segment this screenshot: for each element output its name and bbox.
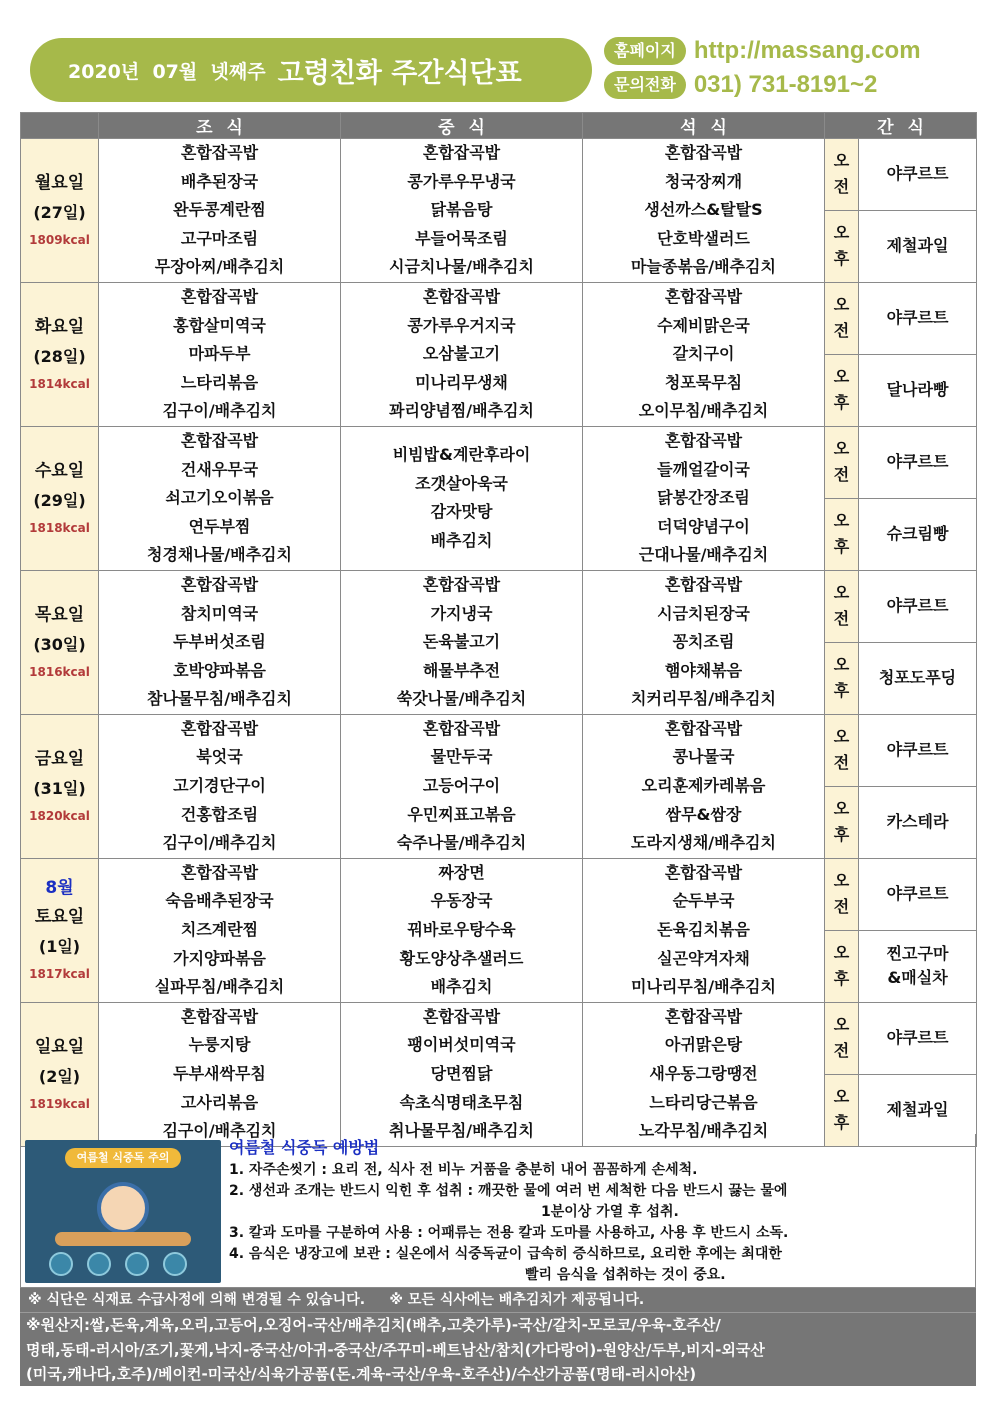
menu-item: 홍합살미역국 <box>173 315 266 335</box>
snack-pm-line: 청포도푸딩 <box>878 668 957 688</box>
menu-item: 청국장찌개 <box>664 171 743 191</box>
breakfast-cell <box>99 858 341 1002</box>
label-char: 오 <box>833 295 850 315</box>
menu-item: 황도양상추샐러드 <box>399 948 524 968</box>
label-char: 오 <box>833 727 850 747</box>
header-day <box>21 113 99 139</box>
phone-label: 문의전화 <box>604 71 686 99</box>
dinner-cell <box>583 426 825 570</box>
dinner-cell <box>583 714 825 858</box>
menu-item: 혼합잡곡밥 <box>422 718 501 738</box>
dinner-cell <box>583 1002 825 1146</box>
day-date: (2일) <box>38 1067 81 1087</box>
menu-item: 누룽지탕 <box>188 1035 251 1055</box>
snack-am-label <box>825 426 859 498</box>
title-week: 2020년 07월 넷째주 <box>68 60 266 83</box>
child-illustration <box>97 1182 149 1234</box>
label-char: 전 <box>833 753 850 773</box>
snack-pm-label <box>825 642 859 714</box>
menu-item: 순두부국 <box>672 891 735 911</box>
day-cell <box>21 570 99 714</box>
snack-am-label <box>825 858 859 930</box>
day-cell <box>21 1002 99 1146</box>
menu-item: 취나물무침/배추김치 <box>389 1121 534 1141</box>
table-row <box>21 858 977 930</box>
snack-pm <box>859 786 977 858</box>
menu-item: 고기경단구이 <box>173 776 266 796</box>
menu-item: 김구이/배추김치 <box>162 401 277 421</box>
hand-wash-icon <box>49 1252 73 1276</box>
label-char: 전 <box>833 321 850 341</box>
snack-am: 야쿠르트 <box>859 570 977 642</box>
label-char: 오 <box>833 871 850 891</box>
menu-item: 부들어묵조림 <box>415 228 508 248</box>
menu-item: 고구마조림 <box>180 228 259 248</box>
title-banner <box>30 38 592 102</box>
snack-pm-label <box>825 930 859 1002</box>
menu-item: 생선까스&탈탈S <box>644 200 763 220</box>
label-char: 후 <box>833 825 850 845</box>
menu-item: 혼합잡곡밥 <box>180 430 259 450</box>
label-char: 오 <box>833 799 850 819</box>
snack-pm <box>859 498 977 570</box>
menu-item: 돈육불고기 <box>422 632 501 652</box>
menu-item: 느타리볶음 <box>180 372 259 392</box>
menu-item: 미나리무생채 <box>415 372 508 392</box>
day-name: 금요일 <box>34 749 85 770</box>
snack-pm-line: 슈크림빵 <box>886 524 949 544</box>
menu-item: 두부새싹무침 <box>173 1064 266 1083</box>
day-cell <box>21 139 99 283</box>
label-char: 오 <box>833 655 850 675</box>
food-safety-title: 여름철 식중독 예방법 <box>229 1138 380 1157</box>
day-name: 화요일 <box>34 317 85 338</box>
day-cell <box>21 714 99 858</box>
snack-pm <box>859 210 977 282</box>
lunch-cell <box>341 714 583 858</box>
menu-item: 마늘종볶음/배추김치 <box>631 257 776 277</box>
menu-item: 닭봉간장조림 <box>657 488 750 508</box>
menu-item: 혼합잡곡밥 <box>180 574 259 594</box>
table-row <box>21 714 977 786</box>
snack-am: 야쿠르트 <box>859 426 977 498</box>
menu-item: 혼합잡곡밥 <box>422 1006 501 1026</box>
menu-item: 혼합잡곡밥 <box>180 286 259 306</box>
label-char: 오 <box>833 367 850 387</box>
menu-item: 느타리당근볶음 <box>649 1092 758 1112</box>
day-name: 목요일 <box>34 605 85 626</box>
label-char: 오 <box>833 1087 850 1107</box>
table-row <box>21 282 977 354</box>
day-name: 일요일 <box>34 1037 85 1058</box>
menu-item: 혼합잡곡밥 <box>664 862 743 882</box>
menu-item: 치커리무침/배추김치 <box>631 689 776 709</box>
breakfast-cell <box>99 570 341 714</box>
snack-pm <box>859 354 977 426</box>
day-cell <box>21 858 99 1002</box>
menu-item: 속초식명태초무침 <box>399 1092 524 1112</box>
snack-pm-line: 카스테라 <box>886 812 949 832</box>
lunch-cell <box>341 858 583 1002</box>
menu-item: 아귀맑은탕 <box>664 1035 743 1055</box>
label-char: 오 <box>833 439 850 459</box>
origin-line: ※원산지:쌀,돈육,계육,오리,고등어,오징어-국산/배추김치(배추,고춧가루)-국산/갈치-모로코/우육-호주산/ <box>26 1316 721 1334</box>
fridge-icon <box>163 1252 187 1276</box>
snack-pm-line: 제철과일 <box>886 236 949 256</box>
menu-item: 쑥갓나물/배추김치 <box>396 689 527 709</box>
safety-line: 2. 생선과 조개는 반드시 익힌 후 섭취 : 깨끗한 물에 여러 번 세척한 다음 반드시 끓는 물에 <box>229 1183 788 1199</box>
menu-item: 실곤약겨자채 <box>657 948 750 968</box>
menu-body <box>21 139 977 1147</box>
menu-item: 치즈계란찜 <box>180 920 259 940</box>
menu-item: 혼합잡곡밥 <box>180 718 259 738</box>
day-cell <box>21 282 99 426</box>
menu-item: 수제비맑은국 <box>657 315 750 335</box>
snack-am: 야쿠르트 <box>859 714 977 786</box>
menu-item: 조갯살아욱국 <box>415 473 508 493</box>
phone-number: 031) 731-8191~2 <box>693 71 878 98</box>
menu-item: 꿔바로우탕수육 <box>407 920 516 940</box>
label-char: 후 <box>833 681 850 701</box>
menu-item: 완두콩계란찜 <box>173 200 266 220</box>
page-title: 고령친화 주간식단표 <box>277 57 522 89</box>
snack-am-label <box>825 282 859 354</box>
menu-item: 혼합잡곡밥 <box>664 574 743 594</box>
origin-info <box>20 1312 976 1386</box>
menu-item: 시금치나물/배추김치 <box>389 257 534 277</box>
menu-item: 오삼불고기 <box>422 344 501 364</box>
menu-item: 호박양파볶음 <box>173 660 266 680</box>
cook-icon <box>87 1252 111 1276</box>
menu-item: 혼합잡곡밥 <box>664 143 743 162</box>
menu-item: 노각무침/배추김치 <box>638 1121 769 1141</box>
menu-item: 참치미역국 <box>180 603 259 623</box>
snack-pm-line: 제철과일 <box>886 1100 949 1120</box>
menu-item: 쌈무&쌈장 <box>665 804 742 824</box>
menu-item: 건홍합조림 <box>180 804 259 824</box>
menu-item: 배추김치 <box>430 977 493 997</box>
menu-item: 두부버섯조림 <box>173 632 266 652</box>
label-char: 후 <box>833 393 850 413</box>
header-breakfast: 조식 <box>99 113 341 139</box>
snack-am: 야쿠르트 <box>859 139 977 211</box>
menu-notice: ※ 식단은 식재료 수급사정에 의해 변경될 수 있습니다. ※ 모든 식사에는 배추김치가 제공됩니다. <box>20 1288 976 1312</box>
day-date: (27일) <box>33 203 86 223</box>
header-snack: 간식 <box>825 113 977 139</box>
label-char: 오 <box>833 223 850 243</box>
menu-item: 닭볶음탕 <box>430 200 493 220</box>
lunch-cell <box>341 1002 583 1146</box>
snack-pm-label <box>825 498 859 570</box>
snack-pm-label <box>825 786 859 858</box>
breakfast-cell <box>99 426 341 570</box>
day-kcal: 1809kcal <box>29 233 90 248</box>
menu-item: 쇠고기오이볶음 <box>165 488 274 508</box>
lunch-cell <box>341 282 583 426</box>
breakfast-cell <box>99 282 341 426</box>
homepage-row <box>604 36 921 66</box>
menu-item: 혼합잡곡밥 <box>180 862 259 882</box>
safety-line: 4. 음식은 냉장고에 보관 : 실온에서 식중독균이 급속히 증식하므로, 요리한 후에는 최대한 <box>229 1246 782 1262</box>
phone-row <box>604 70 877 100</box>
label-char: 오 <box>833 151 850 171</box>
food-safety-text <box>229 1136 969 1286</box>
lunch-cell <box>341 570 583 714</box>
menu-item: 배추된장국 <box>180 171 259 191</box>
snack-am-label <box>825 139 859 211</box>
menu-item: 새우동그랑땡전 <box>649 1064 758 1083</box>
menu-item: 들깨얼갈이국 <box>657 459 750 479</box>
menu-item: 배추김치 <box>430 531 493 551</box>
safety-line: 1. 자주손씻기 : 요리 전, 식사 전 비누 거품을 충분히 내어 꼼꼼하게 손세척. <box>229 1162 698 1178</box>
label-char: 전 <box>833 465 850 485</box>
menu-item: 우민찌표고볶음 <box>407 804 516 824</box>
menu-item: 참나물무침/배추김치 <box>147 689 292 709</box>
label-char: 오 <box>833 583 850 603</box>
menu-item: 무장아찌/배추김치 <box>154 257 285 277</box>
menu-item: 가지양파볶음 <box>173 948 266 968</box>
menu-item: 혼합잡곡밥 <box>180 143 259 162</box>
snack-am: 야쿠르트 <box>859 1002 977 1074</box>
menu-item: 미나리무침/배추김치 <box>631 977 776 997</box>
label-char: 전 <box>833 609 850 629</box>
snack-pm <box>859 930 977 1002</box>
menu-item: 실파무침/배추김치 <box>154 977 285 997</box>
weekly-menu-table <box>20 112 977 1147</box>
day-date: (28일) <box>33 347 86 367</box>
menu-item: 김구이/배추김치 <box>162 1121 277 1141</box>
dinner-cell <box>583 139 825 283</box>
knife-icon <box>125 1252 149 1276</box>
menu-item: 마파두부 <box>188 344 251 364</box>
day-date: (31일) <box>33 779 86 799</box>
label-char: 전 <box>833 1041 850 1061</box>
header-lunch: 중식 <box>341 113 583 139</box>
menu-item: 김구이/배추김치 <box>162 833 277 853</box>
menu-item: 숙음배추된장국 <box>165 891 274 911</box>
menu-item: 팽이버섯미역국 <box>407 1035 516 1055</box>
table-row <box>21 139 977 211</box>
snack-am-label <box>825 570 859 642</box>
day-kcal: 1814kcal <box>29 377 90 392</box>
menu-item: 감자맛탕 <box>430 502 493 522</box>
menu-item: 혼합잡곡밥 <box>664 718 743 738</box>
origin-line: (미국,캐나다,호주)/베이컨-미국산/식육가공품(돈.계육-국산/우육-호주산)/수산가공품(명태-러시아산) <box>26 1365 697 1383</box>
label-char: 후 <box>833 1113 850 1133</box>
dinner-cell <box>583 858 825 1002</box>
menu-item: 우동장국 <box>430 891 493 911</box>
origin-line: 명태,동태-러시아/조기,꽃게,낙지-중국산/아귀-중국산/주꾸미-베트남산/참치(가다랑어)-원양산/두부,비지-외국산 <box>26 1340 765 1359</box>
day-kcal: 1818kcal <box>29 521 90 536</box>
snack-pm-line: &매실차 <box>887 968 948 988</box>
breakfast-cell <box>99 714 341 858</box>
label-char: 오 <box>833 511 850 531</box>
day-kcal: 1816kcal <box>29 665 90 680</box>
safety-line: 1분이상 가열 후 섭취. <box>541 1204 679 1220</box>
day-kcal: 1820kcal <box>29 809 90 824</box>
menu-item: 건새우무국 <box>180 459 259 479</box>
menu-item: 고등어구이 <box>422 776 501 796</box>
menu-item: 연두부찜 <box>188 516 251 536</box>
menu-item: 꽁치조림 <box>672 632 735 652</box>
menu-item: 비빔밥&계란후라이 <box>392 445 531 465</box>
menu-item: 혼합잡곡밥 <box>664 1006 743 1026</box>
menu-item: 숙주나물/배추김치 <box>396 833 527 853</box>
menu-item: 돈육김치볶음 <box>657 920 750 940</box>
breakfast-cell <box>99 1002 341 1146</box>
menu-item: 단호박샐러드 <box>657 228 750 248</box>
menu-item: 고사리볶음 <box>180 1092 259 1112</box>
menu-item: 물만두국 <box>430 747 493 767</box>
homepage-label: 홈페이지 <box>604 37 686 65</box>
menu-item: 시금치된장국 <box>657 603 750 623</box>
snack-am-label <box>825 1002 859 1074</box>
label-char: 후 <box>833 969 850 989</box>
label-char: 전 <box>833 897 850 917</box>
snack-pm <box>859 642 977 714</box>
menu-item: 북엇국 <box>196 747 243 767</box>
menu-item: 근대나물/배추김치 <box>638 545 769 565</box>
dinner-cell <box>583 570 825 714</box>
poster-title: 여름철 식중독 주의 <box>65 1148 181 1168</box>
day-date: (29일) <box>33 491 86 511</box>
table-row <box>21 570 977 642</box>
menu-item: 햄야채볶음 <box>664 660 743 680</box>
day-month: 8월 <box>45 878 74 899</box>
menu-item: 해물부추전 <box>422 660 501 680</box>
menu-item: 짜장면 <box>438 862 485 882</box>
dinner-cell <box>583 282 825 426</box>
menu-item: 도라지생채/배추김치 <box>631 833 776 853</box>
day-name: 토요일 <box>34 907 85 928</box>
breakfast-cell <box>99 139 341 283</box>
table-row <box>21 426 977 498</box>
day-date: (30일) <box>33 635 86 655</box>
menu-item: 혼합잡곡밥 <box>422 143 501 162</box>
table-header-row <box>21 113 977 139</box>
label-char: 오 <box>833 1015 850 1035</box>
menu-item: 갈치구이 <box>672 344 735 364</box>
lunch-cell <box>341 139 583 283</box>
snack-pm-line: 찐고구마 <box>886 944 949 964</box>
day-name: 수요일 <box>34 461 85 482</box>
label-char: 후 <box>833 537 850 557</box>
day-date: (1일) <box>38 937 81 957</box>
snack-am-label <box>825 714 859 786</box>
day-kcal: 1817kcal <box>29 967 90 982</box>
menu-item: 꽈리양념찜/배추김치 <box>389 401 534 421</box>
menu-item: 더덕양념구이 <box>657 516 750 536</box>
snack-am: 야쿠르트 <box>859 282 977 354</box>
menu-item: 콩나물국 <box>672 747 735 767</box>
menu-item: 혼합잡곡밥 <box>422 286 501 306</box>
menu-item: 청경채나물/배추김치 <box>147 545 292 565</box>
menu-item: 혼합잡곡밥 <box>180 1006 259 1026</box>
table-illustration <box>55 1232 191 1246</box>
day-name: 월요일 <box>34 173 85 194</box>
menu-item: 콩가루우무냉국 <box>407 171 516 191</box>
menu-item: 오이무침/배추김치 <box>638 401 769 421</box>
snack-am: 야쿠르트 <box>859 858 977 930</box>
menu-item: 콩가루우거지국 <box>407 315 516 335</box>
menu-item: 혼합잡곡밥 <box>664 430 743 450</box>
snack-pm-line: 달나라빵 <box>886 380 949 400</box>
menu-item: 청포묵무침 <box>664 372 743 392</box>
menu-item: 혼합잡곡밥 <box>664 286 743 306</box>
day-cell <box>21 426 99 570</box>
lunch-cell <box>341 426 583 570</box>
snack-pm-label <box>825 210 859 282</box>
label-char: 오 <box>833 943 850 963</box>
label-char: 후 <box>833 249 850 269</box>
header-dinner: 석식 <box>583 113 825 139</box>
menu-item: 가지냉국 <box>430 603 493 623</box>
day-kcal: 1819kcal <box>29 1097 90 1112</box>
menu-item: 오리훈제카레볶음 <box>641 776 766 796</box>
table-row <box>21 1002 977 1074</box>
menu-item: 당면찜닭 <box>430 1064 493 1083</box>
menu-item: 혼합잡곡밥 <box>422 574 501 594</box>
homepage-link[interactable]: http://massang.com <box>693 37 921 64</box>
safety-line: 빨리 음식을 섭취하는 것이 중요. <box>525 1267 726 1283</box>
food-poisoning-poster <box>25 1140 221 1283</box>
safety-line: 3. 칼과 도마를 구분하여 사용 : 어패류는 전용 칼과 도마를 사용하고, 사용 후 반드시 소독. <box>229 1225 789 1241</box>
snack-pm-label <box>825 354 859 426</box>
food-safety-section <box>20 1134 976 1288</box>
label-char: 전 <box>833 177 850 197</box>
